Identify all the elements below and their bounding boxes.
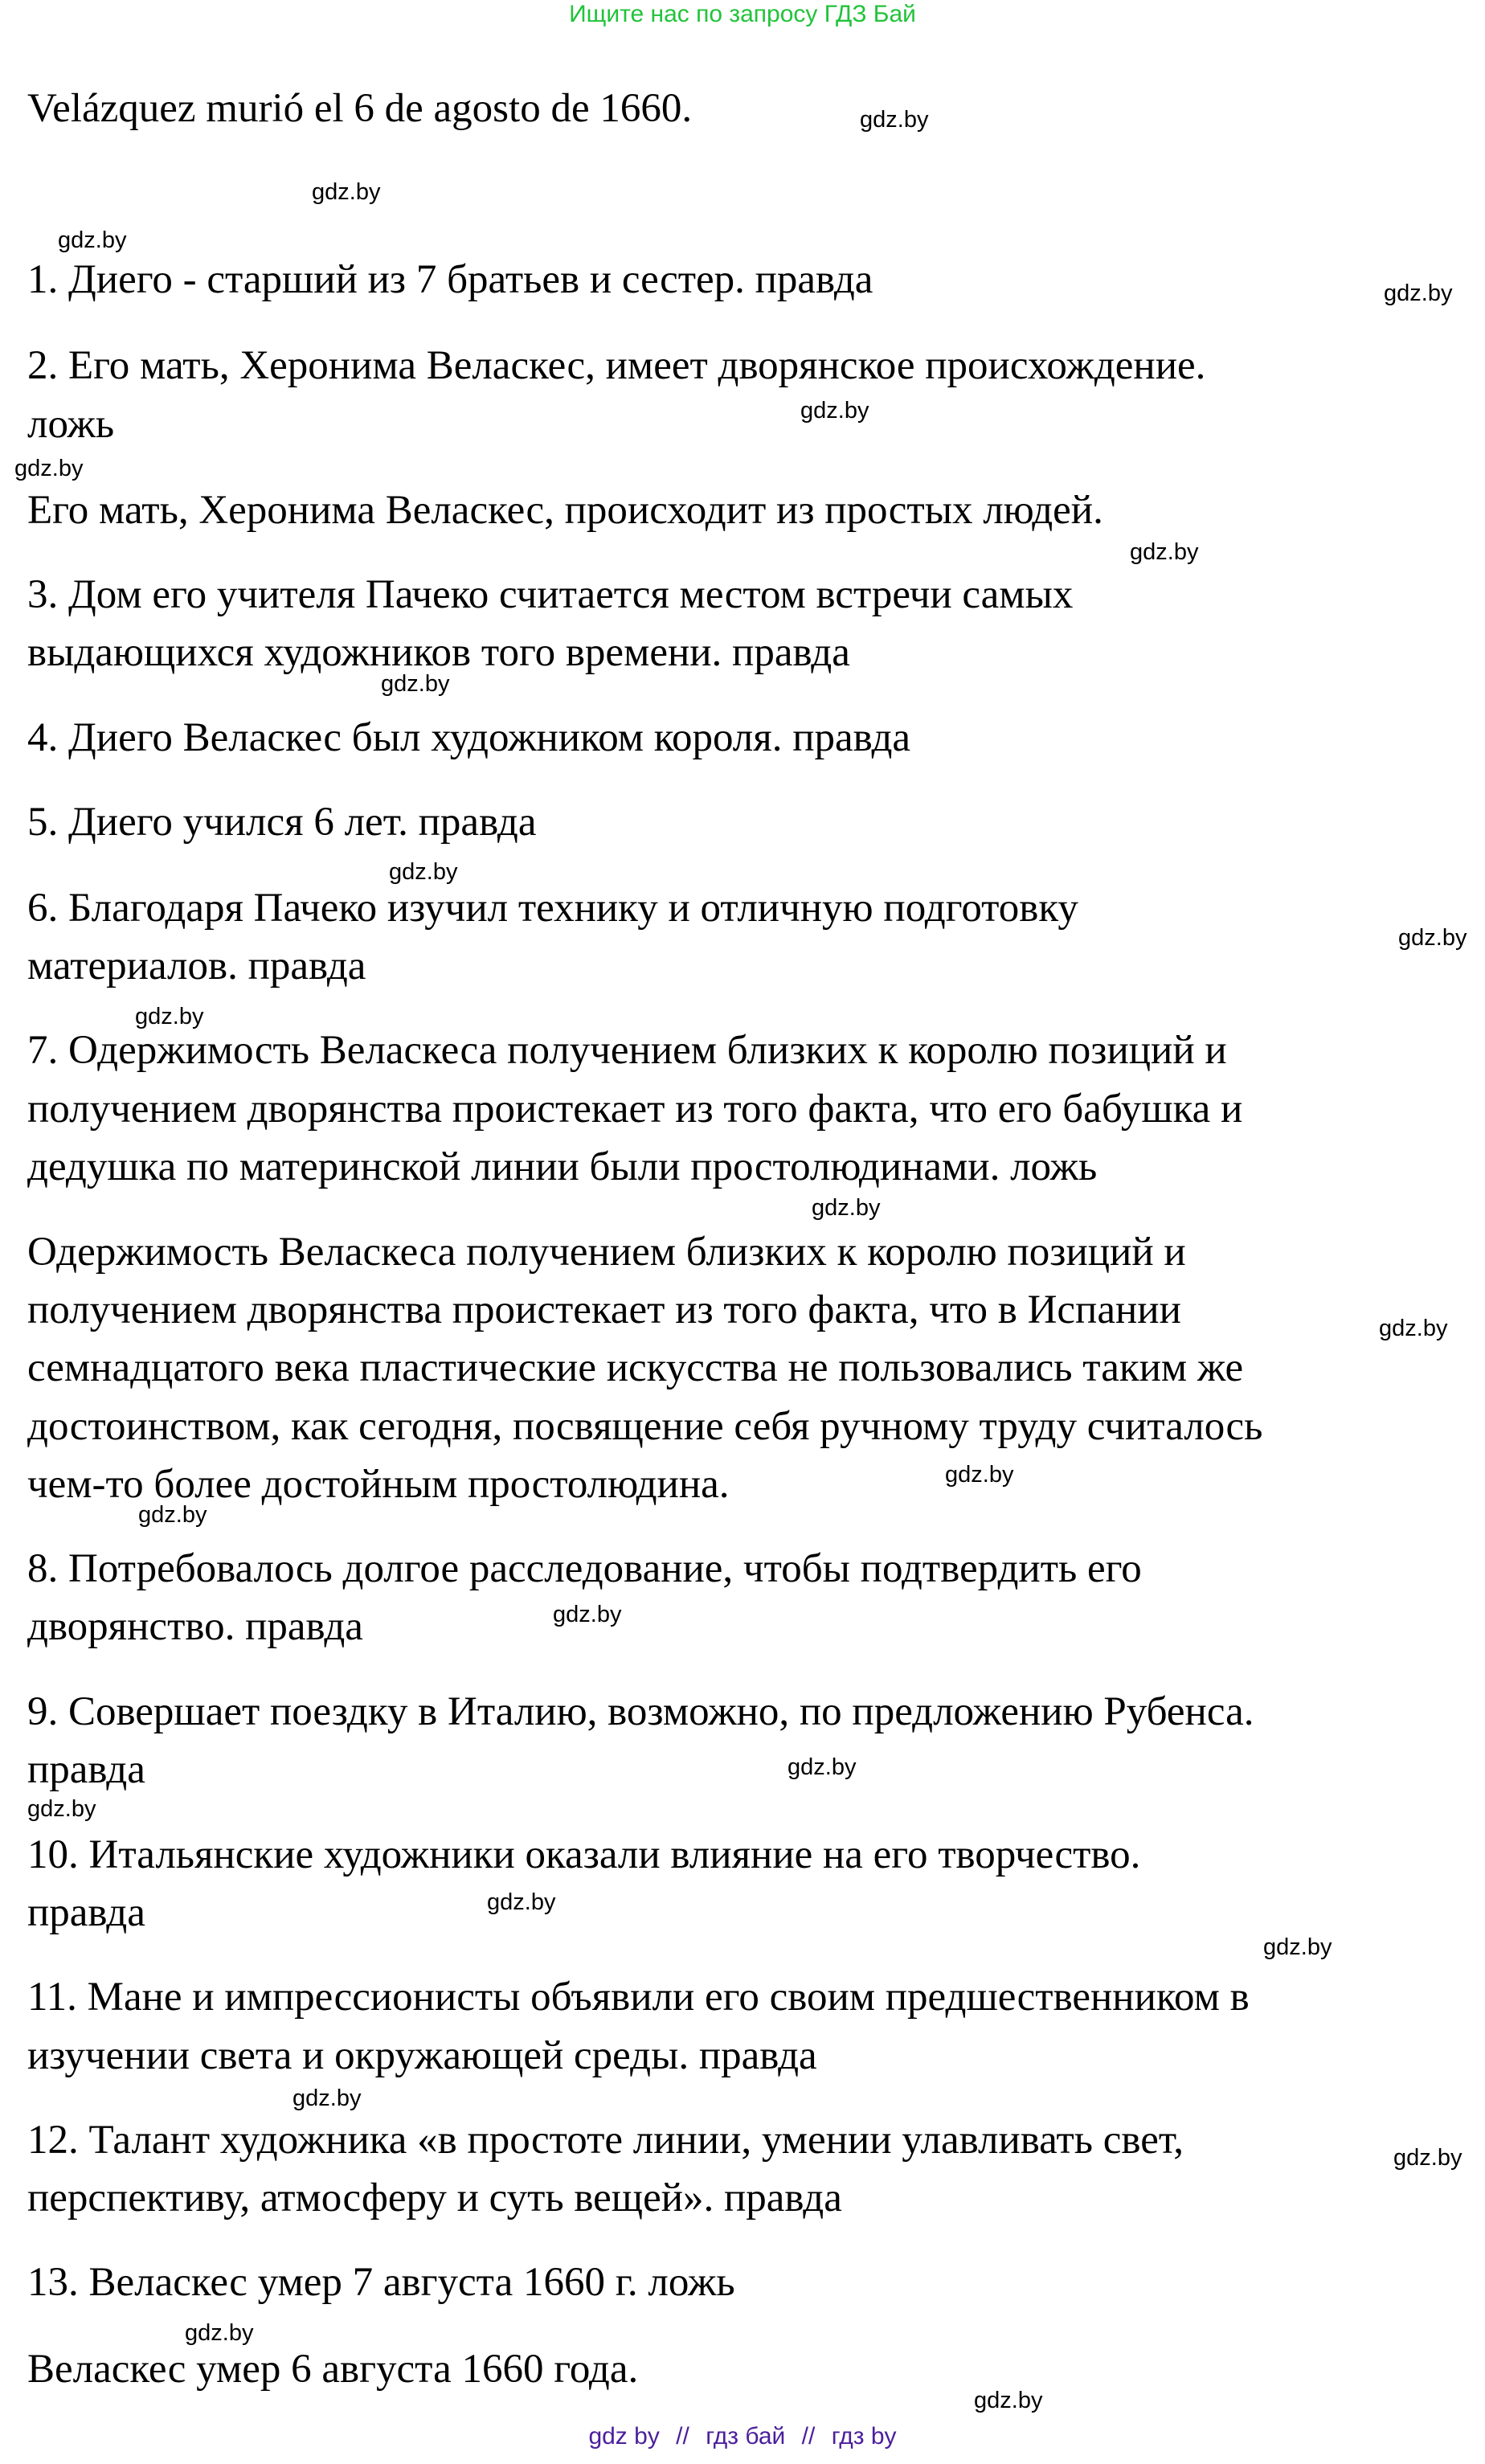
watermark: gdz.by xyxy=(487,1889,556,1915)
text-line: Одержимость Веласкеса получением близких к королю позиций и xyxy=(27,1230,1186,1275)
watermark: gdz.by xyxy=(860,107,929,133)
text-line: Velázquez murió el 6 de agosto de 1660. xyxy=(27,86,693,131)
text-line: получением дворянства проистекает из того факта, что его бабушка и xyxy=(27,1087,1243,1132)
text-line: правда xyxy=(27,1890,145,1935)
watermark: gdz.by xyxy=(1130,539,1199,565)
watermark: gdz.by xyxy=(389,859,458,885)
watermark: gdz.by xyxy=(185,2320,254,2346)
text-line: ложь xyxy=(27,402,115,447)
text-line: материалов. правда xyxy=(27,943,366,988)
watermark: gdz.by xyxy=(1263,1934,1332,1960)
text-line: правда xyxy=(27,1747,145,1792)
text-line: чем-то более достойным простолюдина. xyxy=(27,1462,730,1507)
text-line: 7. Одержимость Веласкеса получением близких к королю позиций и xyxy=(27,1028,1227,1073)
text-line: 9. Совершает поездку в Италию, возможно, по предложению Рубенса. xyxy=(27,1689,1254,1734)
watermark: gdz.by xyxy=(312,179,381,205)
watermark: gdz.by xyxy=(553,1602,622,1627)
text-line: 6. Благодаря Пачеко изучил технику и отличную подготовку xyxy=(27,886,1078,931)
footer-separator: // xyxy=(801,2423,816,2450)
text-line: 11. Мане и импрессионисты объявили его своим предшественником в xyxy=(27,1975,1250,2020)
text-line: 10. Итальянские художники оказали влияние на его творчество. xyxy=(27,1832,1141,1877)
watermark: gdz.by xyxy=(812,1195,881,1221)
watermark: gdz.by xyxy=(788,1754,857,1780)
text-line: 5. Диего учился 6 лет. правда xyxy=(27,800,537,845)
watermark: gdz.by xyxy=(138,1502,207,1528)
watermark: gdz.by xyxy=(1379,1316,1448,1341)
text-line: 13. Веласкес умер 7 августа 1660 г. ложь xyxy=(27,2260,735,2305)
footer-links xyxy=(0,2422,1485,2451)
text-line: достоинством, как сегодня, посвящение себя ручному труду считалось xyxy=(27,1404,1263,1449)
text-line: 4. Диего Веласкес был художником короля. правда xyxy=(27,715,911,760)
text-line: 12. Талант художника «в простоте линии, умении улавливать свет, xyxy=(27,2118,1184,2163)
text-line: 1. Диего - старший из 7 братьев и сестер. правда xyxy=(27,257,873,302)
text-line: Веласкес умер 6 августа 1660 года. xyxy=(27,2347,639,2392)
footer-link-gdz-by[interactable]: gdz by xyxy=(588,2423,660,2450)
text-line: получением дворянства проистекает из того факта, что в Испании xyxy=(27,1287,1181,1332)
text-line: 2. Его мать, Херонима Веласкес, имеет дворянское происхождение. xyxy=(27,343,1206,388)
watermark: gdz.by xyxy=(1398,925,1467,951)
text-line: выдающихся художников того времени. правда xyxy=(27,630,850,675)
text-line: изучении света и окружающей среды. правда xyxy=(27,2033,817,2078)
text-line: перспективу, атмосферу и суть вещей». правда xyxy=(27,2175,842,2220)
text-line: 8. Потребовалось долгое расследование, чтобы подтвердить его xyxy=(27,1546,1142,1591)
watermark: gdz.by xyxy=(292,2085,362,2111)
footer-link-gdz-by-cyr[interactable]: гдз by xyxy=(831,2423,897,2450)
watermark: gdz.by xyxy=(800,398,869,424)
text-line: семнадцатого века пластические искусства не пользовались таким же xyxy=(27,1345,1244,1390)
watermark: gdz.by xyxy=(14,456,84,481)
text-line: Его мать, Херонима Веласкес, происходит из простых людей. xyxy=(27,488,1103,533)
header-search-link[interactable]: Ищите нас по запросу ГДЗ Бай xyxy=(569,1,916,27)
watermark: gdz.by xyxy=(1393,2145,1462,2171)
watermark: gdz.by xyxy=(27,1796,96,1822)
footer-link-gdz-bai[interactable]: гдз бай xyxy=(706,2423,786,2450)
footer-separator: // xyxy=(676,2423,689,2450)
watermark: gdz.by xyxy=(974,2388,1043,2413)
text-line: 3. Дом его учителя Пачеко считается местом встречи самых xyxy=(27,572,1074,617)
watermark: gdz.by xyxy=(1384,280,1453,306)
text-line: дедушка по материнской линии были простолюдинами. ложь xyxy=(27,1144,1098,1189)
watermark: gdz.by xyxy=(58,227,127,253)
watermark: gdz.by xyxy=(135,1004,204,1029)
watermark: gdz.by xyxy=(945,1462,1014,1488)
watermark: gdz.by xyxy=(381,671,450,697)
text-line: дворянство. правда xyxy=(27,1604,363,1649)
